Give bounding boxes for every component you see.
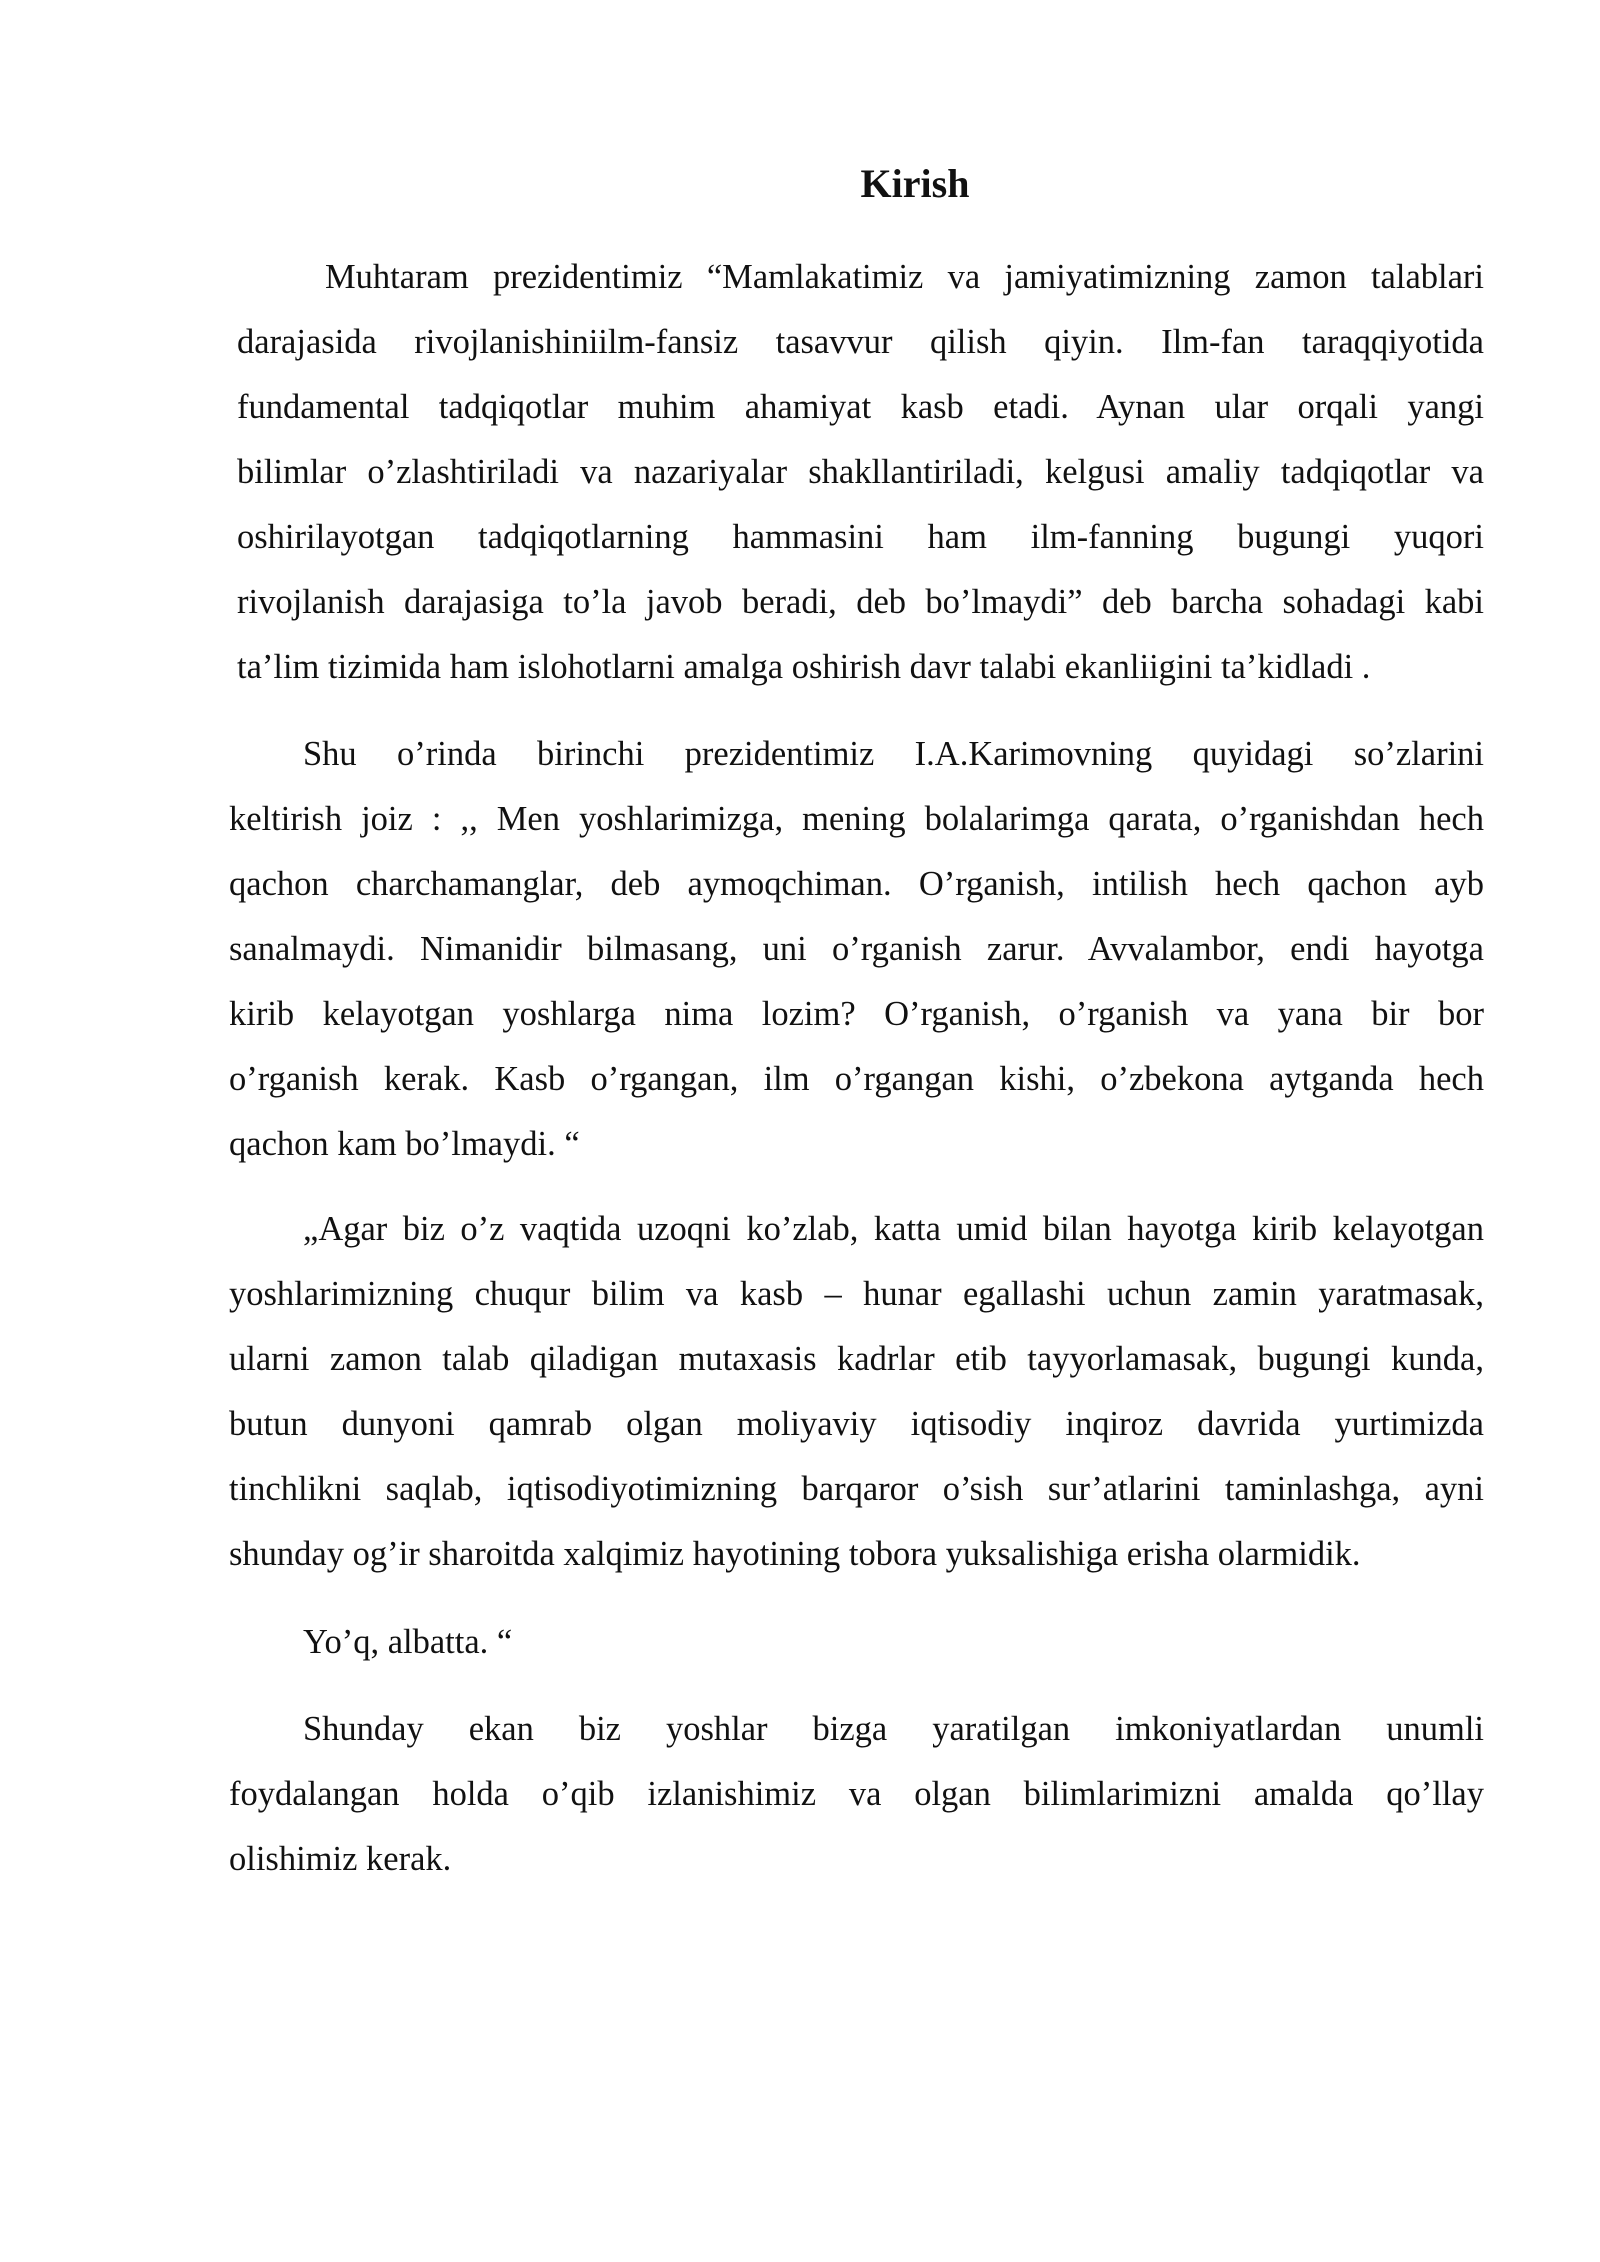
paragraph-answer (229, 1610, 1484, 1675)
paragraph-line: Yo’q, albatta. “ (303, 1623, 513, 1661)
paragraph-intro (237, 245, 1484, 700)
paragraph-line: rivojlanish darajasiga to’la javob beradi, deb bo’lmaydi” deb barcha sohadagi kabi (237, 583, 1484, 621)
paragraph-line: oshirilayotgan tadqiqotlarning hammasini ham ilm-fanning bugungi yuqori (237, 518, 1484, 556)
paragraph-line: yoshlarimizning chuqur bilim va kasb – hunar egallashi uchun zamin yaratmasak, (229, 1275, 1484, 1313)
paragraph-quote-future (229, 1197, 1484, 1587)
paragraph-line: ta’lim tizimida ham islohotlarni amalga oshirish davr talabi ekanliigini ta’kidladi . (237, 648, 1371, 686)
paragraph-line: butun dunyoni qamrab olgan moliyaviy iqtisodiy inqiroz davrida yurtimizda (229, 1405, 1484, 1443)
paragraph-line: foydalangan holda o’qib izlanishimiz va olgan bilimlarimizni amalda qo’llay (229, 1775, 1484, 1813)
paragraph-line: darajasida rivojlanishiniilm-fansiz tasavvur qilish qiyin. Ilm-fan taraqqiyotida (237, 323, 1484, 361)
paragraph-line: Shunday ekan biz yoshlar bizga yaratilgan imkoniyatlardan unumli (303, 1710, 1484, 1748)
paragraph-line: sanalmaydi. Nimanidir bilmasang, uni o’rganish zarur. Avvalambor, endi hayotga (229, 930, 1484, 968)
paragraph-line: „Agar biz o’z vaqtida uzoqni ko’zlab, katta umid bilan hayotga kirib kelayotgan (303, 1210, 1484, 1248)
paragraph-line: tinchlikni saqlab, iqtisodiyotimizning barqaror o’sish sur’atlarini taminlashga, ayni (229, 1470, 1484, 1508)
paragraph-line: shunday og’ir sharoitda xalqimiz hayotining tobora yuksalishiga erisha olarmidik. (229, 1535, 1361, 1573)
paragraph-line: qachon kam bo’lmaydi. “ (229, 1125, 580, 1163)
paragraph-line: keltirish joiz : ,, Men yoshlarimizga, mening bolalarimga qarata, o’rganishdan hech (229, 800, 1484, 838)
paragraph-conclusion (229, 1697, 1484, 1892)
paragraph-line: qachon charchamanglar, deb aymoqchiman. O’rganish, intilish hech qachon ayb (229, 865, 1484, 903)
paragraph-line: fundamental tadqiqotlar muhim ahamiyat kasb etadi. Aynan ular orqali yangi (237, 388, 1484, 426)
paragraph-quote-karimov (229, 722, 1484, 1177)
paragraph-line: bilimlar o’zlashtiriladi va nazariyalar shakllantiriladi, kelgusi amaliy tadqiqotlar va (237, 453, 1484, 491)
paragraph-line: kirib kelayotgan yoshlarga nima lozim? O’rganish, o’rganish va yana bir bor (229, 995, 1484, 1033)
page-title: Kirish (860, 161, 970, 206)
paragraph-line: ularni zamon talab qiladigan mutaxasis kadrlar etib tayyorlamasak, bugungi kunda, (229, 1340, 1484, 1378)
paragraph-line: Muhtaram prezidentimiz “Mamlakatimiz va jamiyatimizning zamon talablari (325, 258, 1484, 296)
paragraph-line: Shu o’rinda birinchi prezidentimiz I.A.Karimovning quyidagi so’zlarini (303, 735, 1484, 773)
paragraph-line: olishimiz kerak. (229, 1840, 452, 1878)
paragraph-line: o’rganish kerak. Kasb o’rgangan, ilm o’rgangan kishi, o’zbekona aytganda hech (229, 1060, 1484, 1098)
